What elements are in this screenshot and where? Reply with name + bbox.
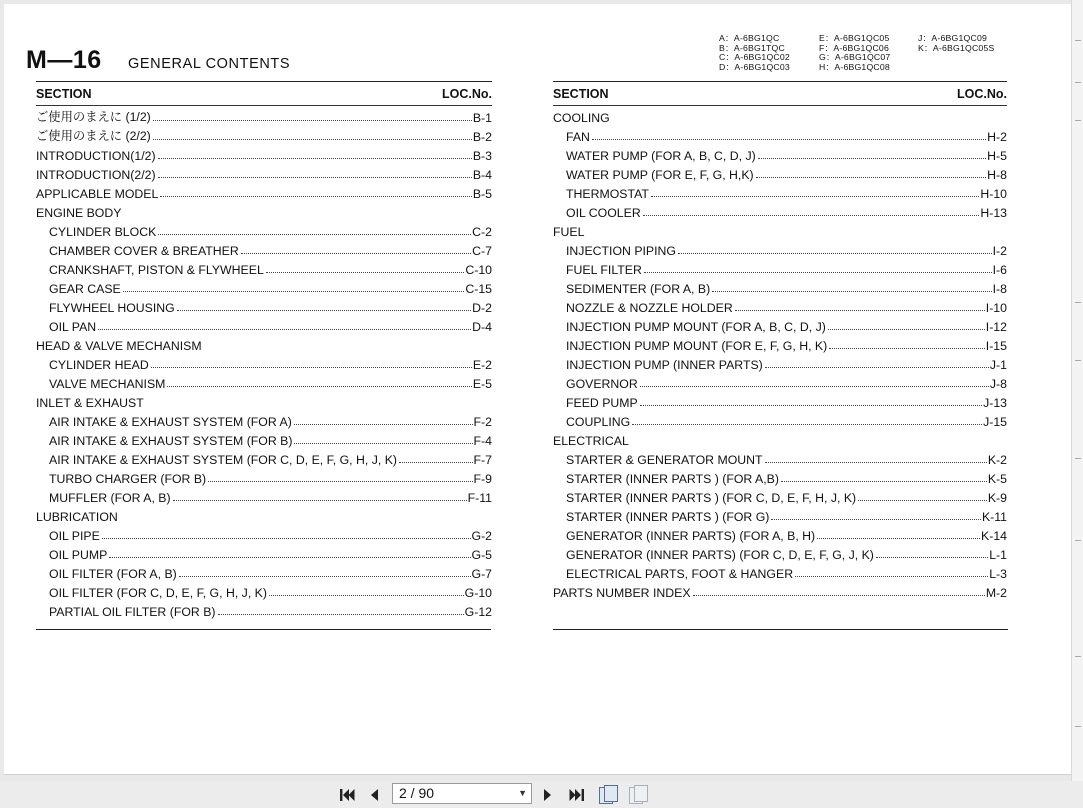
entry-title: OIL FILTER (FOR A, B) — [49, 567, 177, 581]
entry-title: GOVERNOR — [566, 377, 638, 391]
legend-entry: B：A-6BG1TQC — [719, 42, 785, 53]
contents-entry — [36, 372, 492, 391]
contents-section-heading — [553, 220, 1007, 239]
entry-title: ELECTRICAL — [553, 434, 629, 448]
entry-title: LUBRICATION — [36, 510, 118, 524]
contents-entry — [553, 334, 1007, 353]
entry-loc: C-7 — [472, 244, 492, 258]
legend-entry: A：A-6BG1QC — [719, 33, 780, 43]
contents-entry — [553, 562, 1007, 581]
contents-entry — [36, 524, 492, 543]
contents-section-heading — [36, 391, 492, 410]
contents-entry — [553, 505, 1007, 524]
entry-loc: E-5 — [472, 377, 492, 391]
dot-leader — [693, 594, 985, 596]
entry-loc: B-2 — [472, 130, 492, 144]
contents-entry — [553, 258, 1007, 277]
dot-leader — [858, 499, 987, 501]
entry-loc: F-4 — [473, 434, 492, 448]
dot-leader — [829, 347, 985, 349]
entry-loc: G-5 — [471, 548, 492, 562]
contents-entry — [553, 543, 1007, 562]
contents-entry — [553, 277, 1007, 296]
entry-loc: D-2 — [472, 301, 492, 315]
contents-entry — [36, 562, 492, 581]
dot-leader — [173, 499, 467, 501]
legend-entry: J：A-6BG1QC09 — [918, 33, 988, 43]
entry-loc: B-5 — [472, 187, 492, 201]
entry-title: AIR INTAKE & EXHAUST SYSTEM (FOR B) — [49, 434, 293, 448]
entry-loc: B-1 — [472, 111, 492, 125]
entry-loc: L-3 — [989, 567, 1007, 581]
side-panel-strip — [1071, 0, 1083, 808]
entry-title: OIL FILTER (FOR C, D, E, F, G, H, J, K) — [49, 586, 267, 600]
contents-entry — [553, 315, 1007, 334]
contents-entry — [553, 353, 1007, 372]
models-legend-col-1 — [719, 34, 790, 73]
models-legend-col-2 — [819, 34, 890, 73]
contents-entry — [36, 429, 492, 448]
entry-title: SEDIMENTER (FOR A, B) — [566, 282, 711, 296]
entry-loc: G-7 — [471, 567, 492, 581]
contents-column-left — [36, 81, 492, 619]
entry-loc: I-8 — [992, 282, 1007, 296]
dot-leader — [828, 328, 985, 330]
contents-entry — [36, 296, 492, 315]
entry-title: STARTER (INNER PARTS ) (FOR C, D, E, F, H, J, K) — [566, 491, 857, 505]
legend-entry: D：A-6BG1QC03 — [719, 62, 790, 73]
dot-leader — [158, 176, 472, 178]
contents-entry — [553, 524, 1007, 543]
contents-entry — [36, 581, 492, 600]
entry-loc: J-8 — [989, 377, 1007, 391]
dot-leader — [167, 385, 471, 387]
entry-title: MUFFLER (FOR A, B) — [49, 491, 171, 505]
section-header: SECTION — [36, 87, 92, 101]
dot-leader — [592, 138, 986, 140]
column-header — [553, 82, 1007, 103]
entry-title: PARTIAL OIL FILTER (FOR B) — [49, 605, 216, 619]
page-title: GENERAL CONTENTS — [128, 56, 291, 72]
legend-entry: H：A-6BG1QC08 — [819, 62, 890, 73]
contents-section-heading — [36, 334, 492, 353]
contents-entry — [553, 182, 1007, 201]
dot-leader — [640, 385, 989, 387]
entry-title: OIL PAN — [49, 320, 97, 334]
dot-leader — [218, 613, 464, 615]
entry-loc: L-1 — [989, 548, 1007, 562]
dot-leader — [632, 423, 982, 425]
contents-entry — [36, 125, 492, 144]
contents-entry — [36, 277, 492, 296]
entry-title: INLET & EXHAUST — [36, 396, 144, 410]
dot-leader — [399, 461, 473, 463]
dot-leader — [758, 157, 986, 159]
dot-leader — [102, 537, 471, 539]
contents-entry — [36, 258, 492, 277]
contents-entry — [36, 220, 492, 239]
contents-list — [36, 106, 492, 619]
last-page-icon[interactable] — [567, 786, 587, 804]
entry-loc: I-6 — [992, 263, 1007, 277]
entry-loc: G-12 — [464, 605, 492, 619]
contents-section-heading — [36, 505, 492, 524]
contents-entry — [36, 106, 492, 125]
legend-entry: F：A-6BG1QC06 — [819, 42, 889, 53]
contents-section-heading — [36, 201, 492, 220]
entry-loc: B-3 — [472, 149, 492, 163]
entry-title: FEED PUMP — [566, 396, 638, 410]
page-id: M—16 — [26, 46, 102, 74]
entry-title: NOZZLE & NOZZLE HOLDER — [566, 301, 733, 315]
dot-leader — [817, 537, 980, 539]
chevron-down-icon[interactable]: ▼ — [518, 788, 527, 798]
entry-loc: I-12 — [985, 320, 1007, 334]
dot-leader — [266, 271, 465, 273]
dot-leader — [643, 214, 980, 216]
dot-leader — [151, 366, 472, 368]
contents-entry — [553, 372, 1007, 391]
column-bottom-rule — [36, 629, 491, 630]
page-indicator: 2 / 90 — [399, 785, 435, 801]
entry-title: ELECTRICAL PARTS, FOOT & HANGER — [566, 567, 794, 581]
legend-entry: K：A-6BG1QC05S — [918, 42, 995, 53]
entry-title: INJECTION PUMP MOUNT (FOR A, B, C, D, J) — [566, 320, 826, 334]
contents-entry — [36, 467, 492, 486]
entry-loc: E-2 — [472, 358, 492, 372]
contents-entry — [553, 448, 1007, 467]
entry-loc: B-4 — [472, 168, 492, 182]
entry-title: GENERATOR (INNER PARTS) (FOR A, B, H) — [566, 529, 816, 543]
entry-loc: F-2 — [473, 415, 492, 429]
dot-leader — [651, 195, 979, 197]
page-number-field[interactable] — [392, 783, 532, 804]
dot-leader — [123, 290, 465, 292]
entry-loc: M-2 — [985, 586, 1007, 600]
two-page-view-icon[interactable] — [627, 785, 647, 804]
contents-entry — [36, 600, 492, 619]
contents-entry — [36, 353, 492, 372]
dot-leader — [781, 480, 987, 482]
dot-leader — [109, 556, 470, 558]
entry-loc: H-2 — [987, 130, 1007, 144]
dot-leader — [160, 195, 472, 197]
dot-leader — [241, 252, 471, 254]
entry-loc: C-15 — [465, 282, 492, 296]
entry-loc: J-15 — [983, 415, 1007, 429]
entry-title: FLYWHEEL HOUSING — [49, 301, 175, 315]
entry-title: PARTS NUMBER INDEX — [553, 586, 691, 600]
contents-entry — [553, 486, 1007, 505]
legend-entry: G：A-6BG1QC07 — [819, 52, 891, 63]
dot-leader — [712, 290, 991, 292]
entry-loc: H-8 — [987, 168, 1007, 182]
entry-title: APPLICABLE MODEL — [36, 187, 159, 201]
entry-title: ENGINE BODY — [36, 206, 122, 220]
models-legend-col-3 — [918, 34, 994, 53]
entry-title: GENERATOR (INNER PARTS) (FOR C, D, E, F, G, J, K) — [566, 548, 874, 562]
entry-title: CYLINDER HEAD — [49, 358, 149, 372]
contents-entry — [36, 163, 492, 182]
entry-title: TURBO CHARGER (FOR B) — [49, 472, 207, 486]
dot-leader — [179, 575, 471, 577]
entry-title: ご使用のまえに (1/2) — [36, 110, 151, 124]
contents-entry — [553, 201, 1007, 220]
contents-entry — [553, 163, 1007, 182]
dot-leader — [269, 594, 464, 596]
dot-leader — [158, 157, 472, 159]
entry-loc: G-2 — [471, 529, 492, 543]
entry-loc: C-10 — [465, 263, 492, 277]
dot-leader — [765, 366, 989, 368]
single-page-view-icon[interactable] — [597, 785, 617, 804]
entry-title: COUPLING — [566, 415, 631, 429]
entry-title: THERMOSTAT — [566, 187, 649, 201]
legend-entry: E：A-6BG1QC05 — [819, 33, 890, 43]
entry-title: AIR INTAKE & EXHAUST SYSTEM (FOR A) — [49, 415, 292, 429]
entry-title: ご使用のまえに (2/2) — [36, 129, 151, 143]
entry-loc: J-13 — [983, 396, 1007, 410]
loc-header: LOC.No. — [442, 87, 492, 101]
contents-entry — [36, 182, 492, 201]
contents-column-right — [553, 81, 1007, 600]
viewer-toolbar — [0, 781, 1083, 808]
entry-title: CHAMBER COVER & BREATHER — [49, 244, 239, 258]
entry-title: CRANKSHAFT, PISTON & FLYWHEEL — [49, 263, 264, 277]
entry-title: AIR INTAKE & EXHAUST SYSTEM (FOR C, D, E, F, G, H, J, K) — [49, 453, 398, 467]
dot-leader — [208, 480, 472, 482]
contents-entry — [553, 144, 1007, 163]
dot-leader — [158, 233, 471, 235]
entry-title: OIL PUMP — [49, 548, 108, 562]
entry-title: OIL PIPE — [49, 529, 100, 543]
dot-leader — [98, 328, 471, 330]
document-page — [4, 4, 1073, 775]
entry-loc: F-11 — [467, 491, 492, 505]
contents-entry — [36, 315, 492, 334]
entry-loc: K-11 — [981, 510, 1007, 524]
loc-header: LOC.No. — [957, 87, 1007, 101]
contents-entry — [36, 486, 492, 505]
dot-leader — [795, 575, 988, 577]
contents-entry — [553, 125, 1007, 144]
entry-title: COOLING — [553, 111, 610, 125]
entry-loc: F-7 — [473, 453, 492, 467]
section-header: SECTION — [553, 87, 609, 101]
dot-leader — [153, 138, 472, 140]
contents-entry — [553, 391, 1007, 410]
entry-loc: D-4 — [472, 320, 492, 334]
dot-leader — [640, 404, 982, 406]
contents-entry — [36, 144, 492, 163]
entry-title: FUEL FILTER — [566, 263, 642, 277]
entry-title: FAN — [566, 130, 590, 144]
column-bottom-rule — [553, 629, 1008, 630]
entry-title: INJECTION PUMP MOUNT (FOR E, F, G, H, K) — [566, 339, 828, 353]
entry-title: INTRODUCTION(1/2) — [36, 149, 156, 163]
entry-title: OIL COOLER — [566, 206, 641, 220]
contents-entry — [553, 410, 1007, 429]
dot-leader — [294, 423, 473, 425]
dot-leader — [876, 556, 988, 558]
dot-leader — [153, 119, 472, 121]
entry-loc: H-5 — [987, 149, 1007, 163]
entry-loc: H-10 — [980, 187, 1007, 201]
dot-leader — [765, 461, 987, 463]
entry-loc: K-14 — [981, 529, 1007, 543]
contents-entry — [36, 448, 492, 467]
entry-title: FUEL — [553, 225, 585, 239]
dot-leader — [678, 252, 992, 254]
legend-entry: C：A-6BG1QC02 — [719, 52, 790, 63]
dot-leader — [644, 271, 992, 273]
entry-loc: H-13 — [980, 206, 1007, 220]
contents-entry — [553, 239, 1007, 258]
contents-entry — [553, 581, 1007, 600]
contents-list — [553, 106, 1007, 600]
entry-loc: G-10 — [464, 586, 492, 600]
entry-loc: J-1 — [989, 358, 1007, 372]
dot-leader — [756, 176, 987, 178]
dot-leader — [294, 442, 472, 444]
dot-leader — [771, 518, 981, 520]
contents-section-heading — [553, 429, 1007, 448]
entry-loc: I-15 — [985, 339, 1007, 353]
entry-title: INJECTION PUMP (INNER PARTS) — [566, 358, 763, 372]
entry-title: STARTER & GENERATOR MOUNT — [566, 453, 763, 467]
previous-page-icon[interactable] — [366, 786, 382, 804]
contents-entry — [553, 467, 1007, 486]
first-page-icon[interactable] — [337, 786, 357, 804]
entry-loc: K-5 — [987, 472, 1007, 486]
contents-entry — [36, 410, 492, 429]
entry-title: CYLINDER BLOCK — [49, 225, 157, 239]
entry-loc: K-2 — [987, 453, 1007, 467]
entry-loc: I-10 — [985, 301, 1007, 315]
entry-title: INJECTION PIPING — [566, 244, 676, 258]
next-page-icon[interactable] — [540, 786, 556, 804]
entry-title: WATER PUMP (FOR E, F, G, H,K) — [566, 168, 754, 182]
entry-title: GEAR CASE — [49, 282, 121, 296]
entry-title: HEAD & VALVE MECHANISM — [36, 339, 202, 353]
entry-loc: I-2 — [992, 244, 1007, 258]
dot-leader — [177, 309, 471, 311]
contents-entry — [36, 543, 492, 562]
entry-loc: C-2 — [472, 225, 492, 239]
column-header — [36, 82, 492, 103]
entry-title: INTRODUCTION(2/2) — [36, 168, 156, 182]
entry-loc: K-9 — [987, 491, 1007, 505]
entry-title: STARTER (INNER PARTS ) (FOR A,B) — [566, 472, 779, 486]
entry-title: STARTER (INNER PARTS ) (FOR G) — [566, 510, 770, 524]
contents-entry — [36, 239, 492, 258]
contents-section-heading — [553, 106, 1007, 125]
dot-leader — [735, 309, 985, 311]
contents-entry — [553, 296, 1007, 315]
entry-title: WATER PUMP (FOR A, B, C, D, J) — [566, 149, 756, 163]
entry-loc: F-9 — [473, 472, 492, 486]
entry-title: VALVE MECHANISM — [49, 377, 166, 391]
